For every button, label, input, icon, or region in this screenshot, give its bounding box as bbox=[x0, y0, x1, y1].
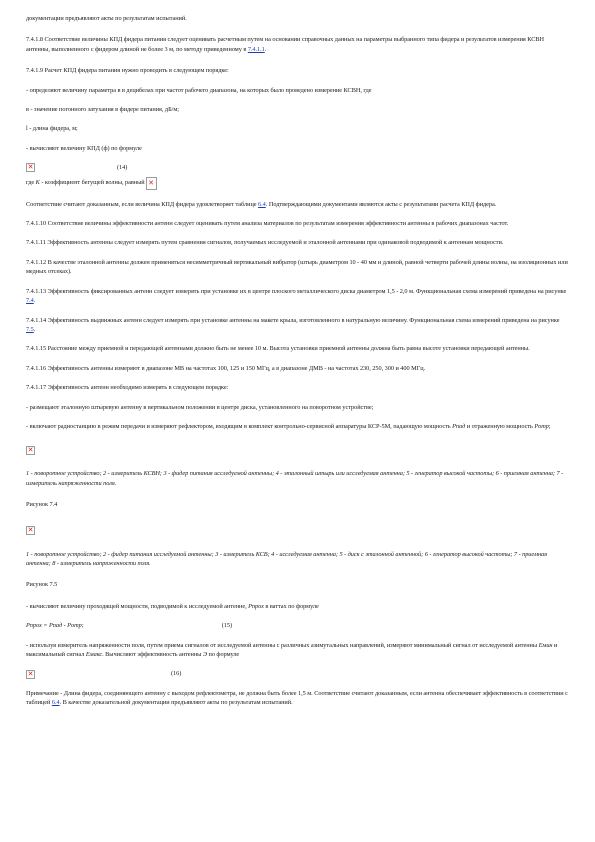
text: по формуле bbox=[206, 651, 240, 658]
text: . bbox=[33, 325, 36, 333]
paragraph-step-kpd: - вычисляют величину КПД (ф) по формуле bbox=[26, 144, 142, 152]
figure-7-5-legend bbox=[26, 550, 569, 569]
link-figure-7-4[interactable]: 7.4 bbox=[26, 297, 34, 305]
paragraph-def-l: l - длина фидера, м; bbox=[26, 125, 78, 133]
paragraph-step-field bbox=[26, 641, 569, 660]
legend-number: 1 bbox=[26, 470, 30, 478]
link-figure-7-5[interactable]: 7.5 bbox=[26, 325, 34, 333]
equation-number-15: (15) bbox=[221, 622, 233, 630]
text: 7.4.1.13 Эффективность фиксированных антенн следует измерять при установке их в центре плоского металлического диска диаметром 1,5 - 2,0 м. Функциональная схема измерений приведена на рисунке bbox=[26, 287, 567, 295]
paragraph-intro: документации предъявляют акты по результатам испытаний. bbox=[26, 15, 187, 22]
equation-number-14: (14) bbox=[117, 164, 128, 172]
paragraph-step-measure bbox=[26, 422, 569, 431]
paragraph-7-4-1-15: 7.4.1.15 Расстояние между приемной и передающей антеннами должно быть не менее 10 м. Высота установки приемной антенны должна быть равна высоте установки передающей антенны. bbox=[26, 345, 530, 353]
paragraph-7-4-1-11: 7.4.1.11 Эффективность антенны следует измерять путем сравнения сигналов, получаемых исследуемой и эталонной антеннами при одинаковой подводимой к антеннам мощности. bbox=[26, 239, 504, 247]
paragraph-7-4-1-8 bbox=[26, 35, 569, 54]
text: и максимальный сигнал bbox=[26, 641, 558, 658]
paragraph-kpd-conformity bbox=[26, 200, 569, 209]
legend-text: - поворотное устройство; 2 - фидер питания исследуемой антенны; 3 - измеритель КСВ; 4 - исследуемая антенна; 5 - диск с эталонной антенной; 6 - генератор высокой частоты; 7 - приемная антенна; 8 - измеритель напряженности поля. bbox=[26, 550, 548, 567]
variable-e-min: Eмин bbox=[538, 641, 553, 649]
legend-text: - поворотное устройство; 2 - измеритель КСВН; 3 - фидер питания исследуемой антенны; 4 - эталонный штырь или исследуемая антенна; 5 - генератор высокой частоты; 6 - приемная антенна; 7 - измеритель напряженности поля. bbox=[26, 470, 564, 487]
text: - вычисляют величину проходящей мощности, подводимой к исследуемой антенне, bbox=[26, 602, 249, 610]
text: . bbox=[33, 297, 36, 305]
link-7-4-1-1[interactable]: 7.4.1.1 bbox=[247, 45, 265, 53]
paragraph-7-4-1-16: 7.4.1.16 Эффективность антенны измеряют в диапазоне МВ на частотах 100, 125 и 150 МГц, а в диапазоне ДМВ - на частотах 230, 250, 300 и 400 МГц. bbox=[26, 364, 426, 372]
text: . Вычисляют эффективность антенны bbox=[102, 651, 203, 658]
text: и отраженную мощность bbox=[465, 422, 535, 430]
variable-e: Э bbox=[202, 651, 207, 658]
text: - коэффициент бегущей волны, равный bbox=[39, 179, 145, 187]
paragraph-step-place: - размещают эталонную штыревую антенну в вертикальном положении в центре диска, установленного на поворотном устройстве; bbox=[26, 403, 374, 411]
text: 7.4.1.8 Соответствие величины КПД фидера питания следует оценивать расчетным путем на основании справочных данных на параметры выбранного типа фидера и результатов измерения КСВН антенны, выполненного с фидером длиной не более 3 м, по методу приведенному в bbox=[26, 36, 545, 53]
variable-e-max: Eмакс bbox=[85, 651, 103, 658]
text: Соответствие считают доказанным, если величина КПД фидера удовлетворяет таблице bbox=[26, 200, 259, 208]
formula-15-expression bbox=[26, 621, 84, 630]
paragraph-7-4-1-10: 7.4.1.10 Соответствие величины эффективности антенн следует оценивать путем анализа материалов по результатам измерения эффективности антенны в рабочих диапазонах частот. bbox=[26, 220, 509, 228]
text: - включают радиостанцию в режим передачи и измеряют рефлектором, входящим в комплект контрольно-сервисной аппаратуры КСР-5М, падающую мощность bbox=[26, 422, 453, 430]
paragraph-7-4-1-14 bbox=[26, 316, 569, 335]
paragraph-7-4-1-13 bbox=[26, 287, 569, 306]
paragraph-7-4-1-17: 7.4.1.17 Эффективность антенн необходимо измерять в следующем порядке: bbox=[26, 384, 229, 392]
formula-14 bbox=[26, 163, 569, 172]
formula-16 bbox=[26, 669, 569, 678]
variable-p-pad: Pпад bbox=[452, 422, 466, 430]
paragraph-def-b: в - значение погонного затухания в фидере питания, дБ/м; bbox=[26, 106, 179, 114]
paragraph-7-4-1-9: 7.4.1.9 Расчет КПД фидера питания нужно проводить в следующем порядке: bbox=[26, 67, 229, 75]
text: - используя измеритель напряженности поля, путем приема сигналов от исследуемой антенны с различных азимутальных направлений, измеряют минимальный сигнал от исследуемой антенны bbox=[26, 641, 539, 649]
paragraph-7-4-1-12: 7.4.1.12 В качестве эталонной антенны должен применяться несимметричный вертикальный вибратор (штырь диаметром 10 - 40 мм и длиной, равной четверти рабочей длины волны, на изоляционных или медных отсеках). bbox=[26, 258, 568, 276]
link-table-6-4-note[interactable]: 6.4 bbox=[51, 699, 60, 707]
text: в ваттах по формуле bbox=[263, 602, 319, 610]
paragraph-step-power bbox=[26, 602, 569, 611]
figure-7-4-legend bbox=[26, 469, 569, 488]
legend-number: 1 bbox=[26, 550, 30, 558]
text: . В качестве доказательной документации предъявляют акты по результатам испытаний. bbox=[59, 699, 293, 707]
text: . Подтверждающими документами являются акты с результатами расчета КПД фидера. bbox=[265, 200, 497, 208]
figure-7-5-caption: Рисунок 7.5 bbox=[26, 581, 58, 589]
link-table-6-4[interactable]: 6.4 bbox=[258, 200, 266, 208]
text: 7.4.1.14 Эффективность выдвижных антенн следует измерять при установке антенны на макете крыла, изготовленного в натуральную величину. Функциональная схема измерений приведена на рисунке bbox=[26, 316, 560, 324]
figure-7-4-caption: Рисунок 7.4 bbox=[26, 501, 58, 509]
paragraph-k-def bbox=[26, 177, 569, 190]
formula-15 bbox=[26, 621, 569, 630]
broken-image-icon bbox=[146, 177, 157, 190]
variable-k: К bbox=[35, 179, 40, 187]
figure-7-5-image bbox=[26, 522, 569, 540]
broken-image-icon bbox=[26, 163, 35, 172]
broken-image-icon bbox=[26, 670, 35, 679]
text: ; bbox=[548, 422, 551, 430]
variable-p-proh: Pпрох bbox=[248, 602, 264, 610]
paragraph-step-b: - определяют величину параметра в в децибелах при частот рабочего диапазона, на которых было проведено измерение КСВН, где bbox=[26, 86, 372, 94]
figure-7-4-image bbox=[26, 441, 569, 459]
text: Примечание - Длина фидера, соединяющего антенну с выходом рефлектометра, не должна быть более 1,5 м. Соответствие считают доказанным, если антенна обеспечивает эффективность в соответствии с таблицей bbox=[26, 689, 568, 707]
variable-p-otr: Pотр bbox=[534, 422, 549, 430]
broken-image-icon bbox=[26, 526, 35, 535]
equation-15: Pпрох = Pпад - Pотр; bbox=[26, 622, 84, 630]
broken-image-icon bbox=[26, 446, 35, 455]
text: . bbox=[264, 45, 267, 53]
k-def-text bbox=[26, 178, 145, 187]
paragraph-note bbox=[26, 689, 569, 708]
equation-number-16: (16) bbox=[171, 670, 182, 678]
text: где bbox=[26, 179, 36, 187]
